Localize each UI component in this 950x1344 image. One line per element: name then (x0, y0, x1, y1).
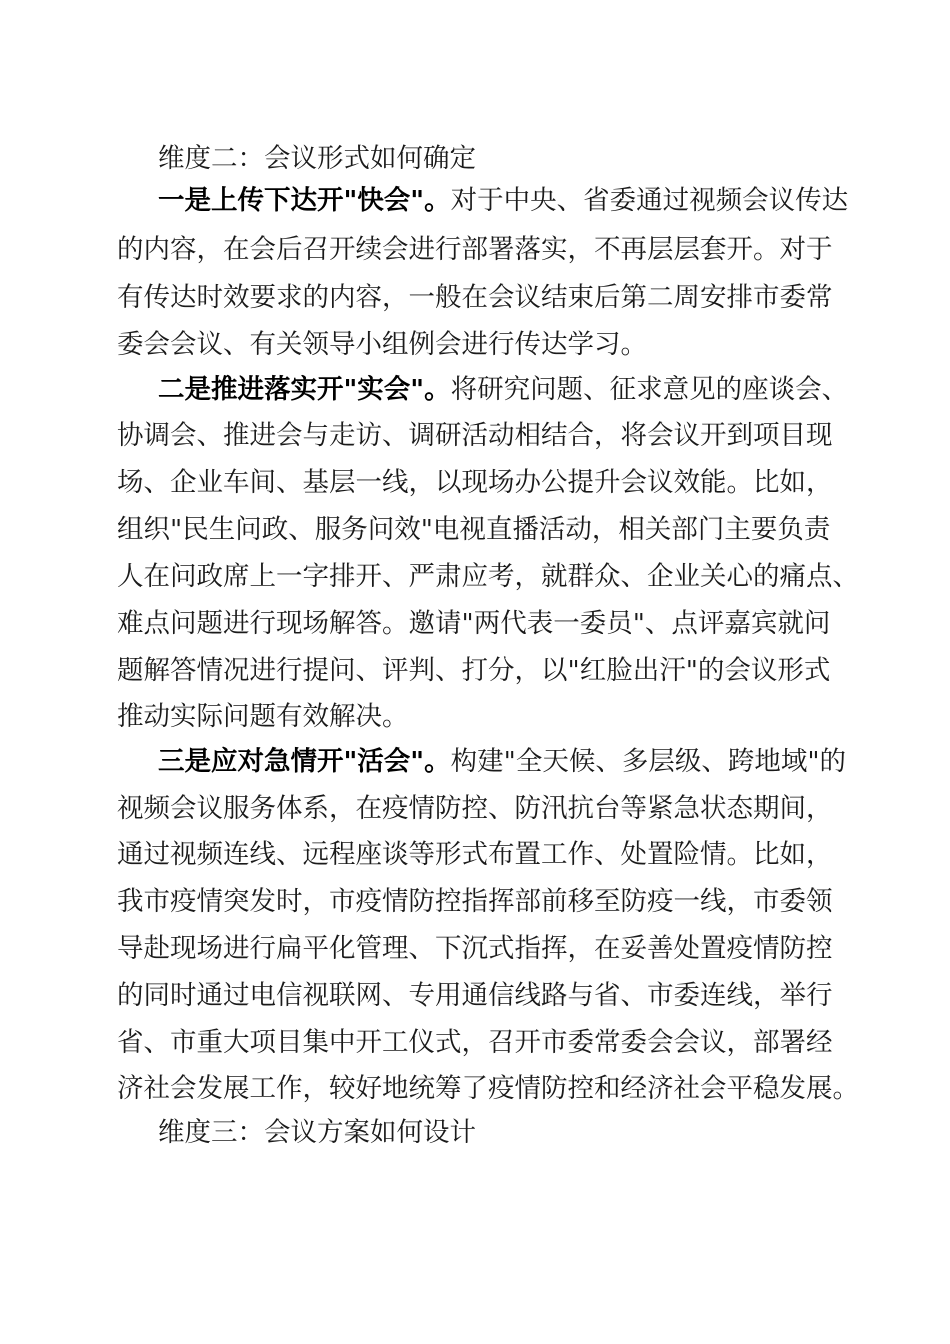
paragraph-line: 通过视频连线、远程座谈等形式布置工作、处置险情。比如， (117, 839, 833, 870)
paragraph-text: 将研究问题、征求意见的座谈会、 (450, 374, 849, 405)
paragraph-text: 对于中央、省委通过视频会议传达 (450, 185, 849, 216)
paragraph-line: 人在问政席上一字排开、严肃应考，就群众、企业关心的痛点、 (117, 561, 859, 592)
paragraph-line: 有传达时效要求的内容，一般在会议结束后第二周安排市委常 (117, 282, 833, 313)
paragraph-line: 委会会议、有关领导小组例会进行传达学习。 (117, 329, 647, 360)
paragraph-line (158, 181, 848, 221)
paragraph-lead: 三是应对急情开"活会"。 (158, 746, 451, 777)
paragraph-line: 场、企业车间、基层一线，以现场办公提升会议效能。比如， (117, 467, 833, 498)
paragraph-line: 推动实际问题有效解决。 (117, 701, 409, 732)
paragraph-line: 的同时通过电信视联网、专用通信线路与省、市委连线，举行 (117, 980, 833, 1011)
paragraph-line (158, 370, 848, 410)
section-heading-dimension-3: 维度三：会议方案如何设计 (158, 1117, 476, 1148)
paragraph-line: 组织"民生问政、服务问效"电视直播活动，相关部门主要负责 (117, 514, 831, 545)
paragraph-line: 省、市重大项目集中开工仪式，召开市委常委会会议，部署经 (117, 1027, 833, 1058)
section-heading-dimension-2: 维度二：会议形式如何确定 (158, 143, 476, 174)
paragraph-lead: 一是上传下达开"快会"。 (158, 185, 451, 216)
paragraph-line: 济社会发展工作，较好地统筹了疫情防控和经济社会平稳发展。 (117, 1073, 859, 1104)
paragraph-line: 题解答情况进行提问、评判、打分，以"红脸出汗"的会议形式 (117, 655, 831, 686)
paragraph-line: 的内容，在会后召开续会进行部署落实，不再层层套开。对于 (117, 234, 833, 265)
paragraph-lead: 二是推进落实开"实会"。 (158, 374, 451, 405)
paragraph-line: 难点问题进行现场解答。邀请"两代表一委员"、点评嘉宾就问 (117, 608, 831, 639)
paragraph-line: 视频会议服务体系，在疫情防控、防汛抗台等紧急状态期间， (117, 793, 833, 824)
paragraph-line (158, 742, 846, 782)
paragraph-text: 构建"全天候、多层级、跨地域"的 (450, 746, 847, 777)
paragraph-line: 导赴现场进行扁平化管理、下沉式指挥，在妥善处置疫情防控 (117, 933, 833, 964)
paragraph-line: 我市疫情突发时，市疫情防控指挥部前移至防疫一线，市委领 (117, 886, 833, 917)
paragraph-line: 协调会、推进会与走访、调研活动相结合，将会议开到项目现 (117, 420, 833, 451)
